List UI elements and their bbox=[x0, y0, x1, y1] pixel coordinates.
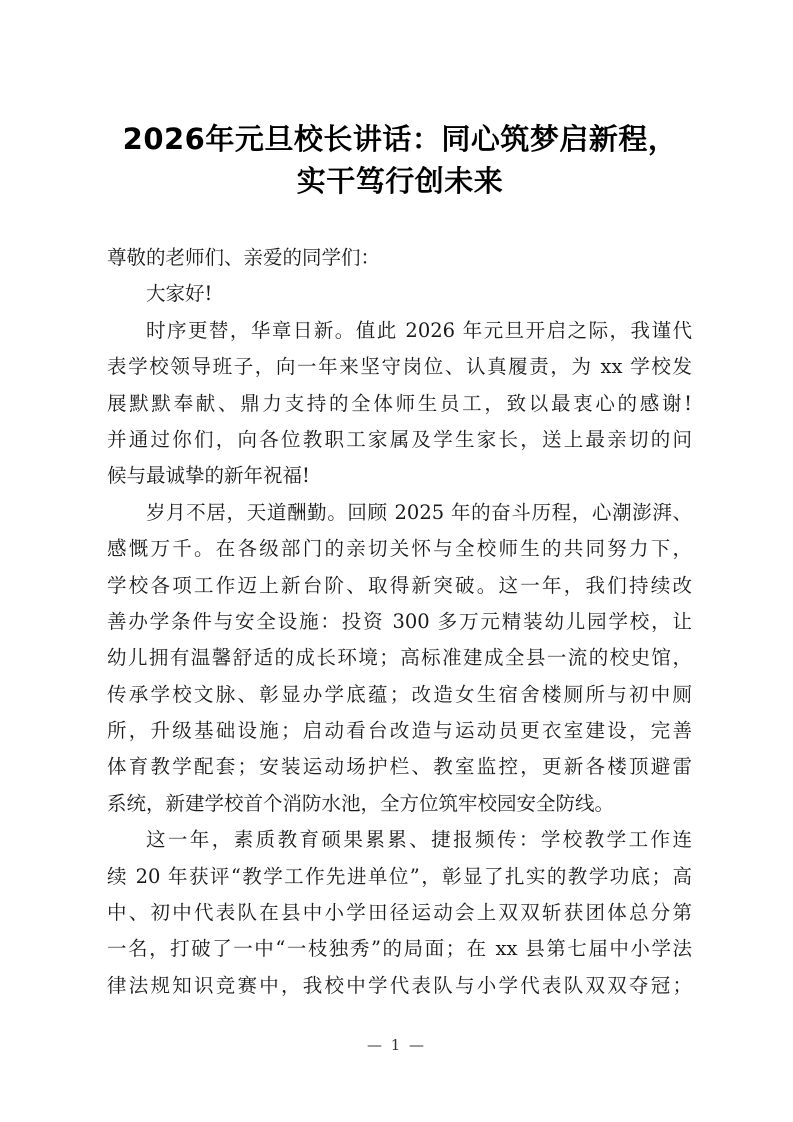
body-line: 时序更替，华章日新。值此 2026 年元旦开启之际，我谨代 bbox=[146, 318, 692, 342]
body-line: 传承学校文脉、彰显办学底蕴；改造女生宿舍楼厕所与初中厕 bbox=[107, 682, 692, 706]
body-line: 岁月不居，天道酬勤。回顾 2025 年的奋斗历程，心潮澎湃、 bbox=[146, 500, 692, 524]
title-line-2: 实干笃行创未来 bbox=[296, 164, 504, 198]
body-line: 系统，新建学校首个消防水池，全方位筑牢校园安全防线。 bbox=[107, 791, 615, 815]
body-line: 并通过你们，向各位教职工家属及学生家长，送上最亲切的问 bbox=[107, 427, 692, 451]
body-line: 感慨万千。在各级部门的亲切关怀与全校师生的共同努力下， bbox=[107, 537, 692, 561]
page-number: — 1 — bbox=[366, 1036, 427, 1054]
title-line-1: 2026年元旦校长讲话：同心筑梦启新程， bbox=[122, 122, 678, 156]
body-line: 学校各项工作迈上新台阶、取得新突破。这一年，我们持续改 bbox=[107, 573, 692, 597]
body-line: 候与最诚挚的新年祝福! bbox=[107, 464, 310, 488]
body-line: 中、初中代表队在县中小学田径运动会上双双斩获团体总分第 bbox=[107, 901, 692, 925]
body-line: 大家好! bbox=[146, 282, 213, 306]
body-line: 尊敬的老师们、亲爱的同学们： bbox=[107, 246, 381, 269]
body-line: 一名，打破了一中“一枝独秀”的局面；在 xx 县第七届中小学法 bbox=[107, 937, 692, 961]
body-line: 这一年，素质教育硕果累累、捷报频传：学校教学工作连 bbox=[146, 828, 692, 852]
body-line: 律法规知识竞赛中，我校中学代表队与小学代表队双双夺冠； bbox=[107, 973, 692, 997]
body-line: 体育教学配套；安装运动场护栏、教室监控，更新各楼顶避雷 bbox=[107, 755, 692, 779]
body-line: 幼儿拥有温馨舒适的成长环境；高标准建成全县一流的校史馆， bbox=[107, 646, 692, 670]
body-line: 所，升级基础设施；启动看台改造与运动员更衣室建设，完善 bbox=[107, 719, 692, 743]
document-title bbox=[100, 118, 700, 202]
body-line: 续 20 年获评“教学工作先进单位”，彰显了扎实的教学功底；高 bbox=[107, 864, 692, 888]
body-line: 善办学条件与安全设施：投资 300 多万元精装幼儿园学校，让 bbox=[107, 609, 692, 633]
body-line: 表学校领导班子，向一年来坚守岗位、认真履责，为 xx 学校发 bbox=[107, 355, 692, 379]
document-body bbox=[107, 240, 692, 1004]
body-line: 展默默奉献、鼎力支持的全体师生员工，致以最衷心的感谢! bbox=[107, 391, 692, 415]
